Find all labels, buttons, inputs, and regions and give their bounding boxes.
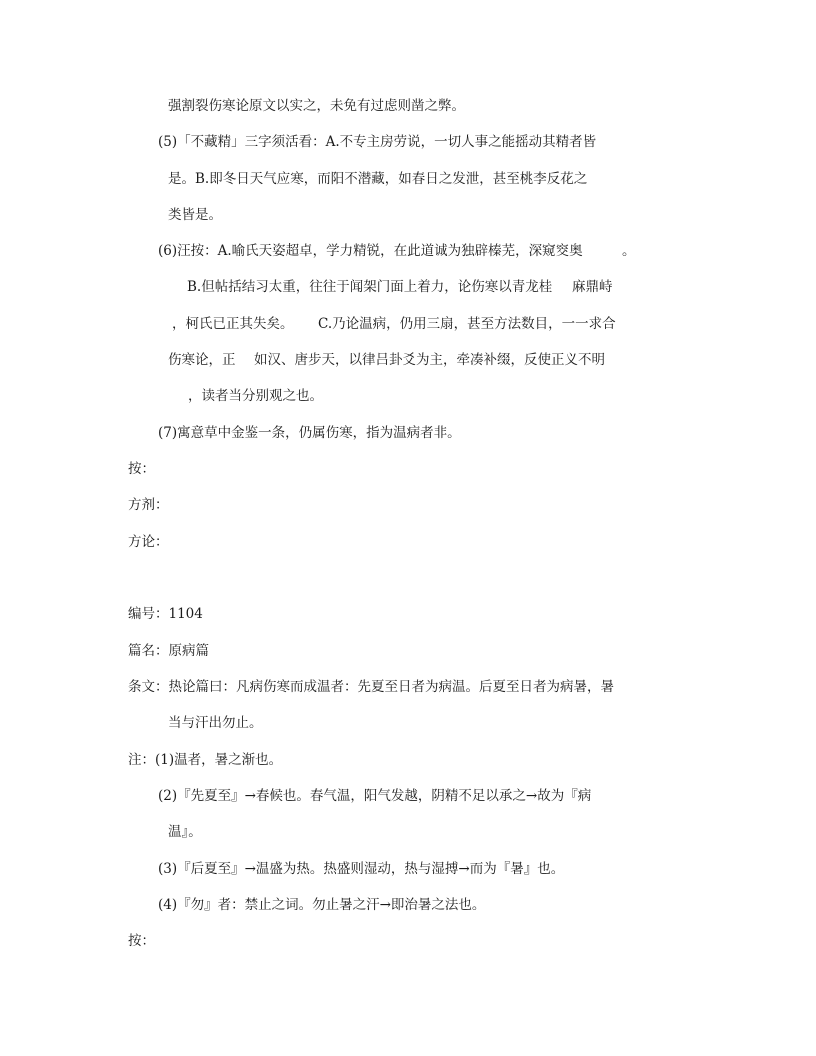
note-6-line-2-end: 麻鼎峙: [572, 279, 613, 295]
note-6-line-5: ，读者当分别观之也。: [188, 388, 323, 404]
entry-note-1: 注：(1)温者，暑之渐也。: [128, 752, 283, 768]
note-6-line-4-cont: 如汉、唐步天，以律吕卦爻为主，牵凑补缀，反使正义不明: [254, 352, 605, 368]
note-6-line-4: 伤寒论，正: [168, 352, 236, 368]
an-label: 按：: [128, 461, 155, 477]
note-5-line-1: (5)「不藏精」三字须活看：A.不专主房劳说，一切人事之能摇动其精者皆: [158, 134, 597, 150]
entry-number: 编号：1104: [128, 606, 203, 622]
entry-note-2-line-1: (2)『先夏至』→春候也。春气温，阳气发越，阴精不足以承之→故为『病: [158, 788, 592, 804]
note-6-line-1: (6)汪按：A.喻氏天姿超卓，学力精锐，在此道诚为独辟榛芜，深窥窔奥: [158, 243, 583, 259]
entry-note-3: (3)『后夏至』→温盛为热。热盛则湿动，热与湿搏→而为『暑』也。: [158, 861, 565, 877]
entry-an-label: 按：: [128, 933, 155, 949]
entry-note-2-line-2: 温』。: [168, 824, 202, 840]
note-6-line-3-part-c: C.乃论温病，仍用三扇，甚至方法数目，一一求合: [318, 316, 616, 332]
fanglun-label: 方论：: [128, 534, 169, 550]
note-6-line-2: B.但帖括结习太重，往往于闻架门面上着力，论伤寒以青龙桂: [187, 279, 553, 295]
entry-note-4: (4)『勿』者：禁止之词。勿止暑之汗→即治暑之法也。: [158, 897, 486, 913]
note-7: (7)寓意草中金鉴一条，仍属伤寒，指为温病者非。: [158, 425, 461, 441]
note-5-line-2: 是。B.即冬日天气应寒，而阳不潜藏，如春日之发泄，甚至桃李反花之: [168, 171, 588, 187]
entry-text-line-1: 条文：热论篇曰：凡病伤寒而成温者：先夏至日者为病温。后夏至日者为病暑，暑: [128, 679, 614, 695]
entry-text-line-2: 当与汗出勿止。: [168, 715, 263, 731]
note-6-line-1-end: 。: [622, 243, 636, 259]
note-5-line-3: 类皆是。: [168, 207, 222, 223]
fangji-label: 方剂：: [128, 497, 169, 513]
entry-title: 篇名：原病篇: [128, 643, 209, 659]
note-6-line-3: ，柯氏已正其失矣。: [172, 316, 294, 332]
text-line-continuation: 强割裂伤寒论原文以实之，未免有过虑则凿之弊。: [168, 98, 465, 114]
